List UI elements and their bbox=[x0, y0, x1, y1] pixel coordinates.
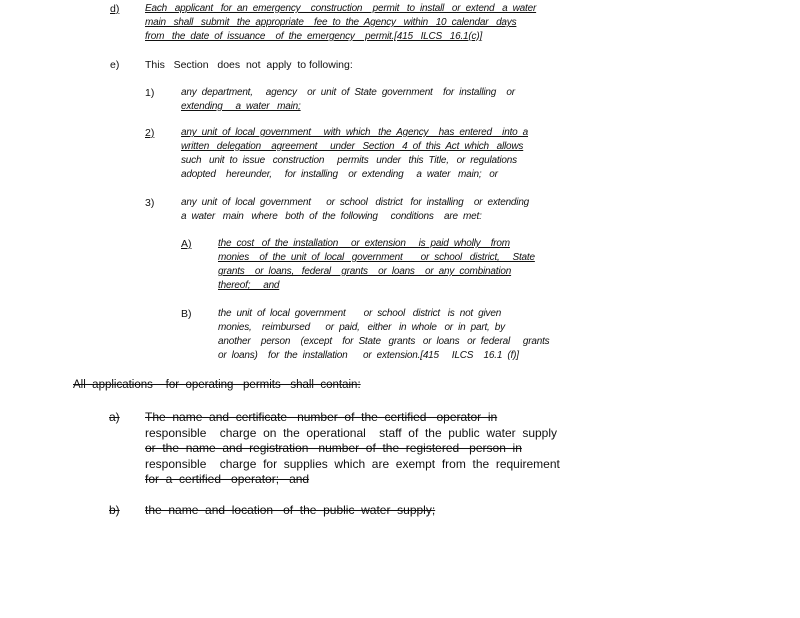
app-item-a-label: a) bbox=[109, 410, 120, 424]
sub-b-line-4: or loans) for the installation or extension.[415 ILCS 16.1 (f)] bbox=[218, 350, 519, 361]
sub-b-line-1: the unit of local government or school district is not given bbox=[218, 308, 502, 319]
section-d-line-2: main shall submit the appropriate fee to the Agency within 10 calendar days bbox=[145, 17, 517, 28]
sub-b-line-2: monies, reimbursed or paid, either in whole or in part, by bbox=[218, 322, 505, 333]
item-1-line-2: extending a water main; bbox=[181, 101, 301, 112]
sub-a-line-1: the cost of the installation or extension is paid wholly from bbox=[218, 238, 510, 249]
item-2-line-1: any unit of local government with which the Agency has entered into a bbox=[181, 127, 529, 138]
app-item-a-line-2: responsible charge on the operational staff of the public water supply bbox=[145, 426, 558, 440]
item-3-label: 3) bbox=[145, 197, 155, 209]
item-2-line-4: adopted hereunder, for installing or extending a water main; or bbox=[181, 169, 498, 180]
sub-a-label: A) bbox=[181, 238, 192, 250]
section-d-label: d) bbox=[110, 3, 120, 15]
item-2-line-3: such unit to issue construction permits under this Title, or regulations bbox=[181, 155, 517, 166]
sub-a-line-2: monies of the unit of local government or school district, State bbox=[218, 252, 535, 263]
item-1-label: 1) bbox=[145, 87, 155, 99]
section-e-label: e) bbox=[110, 59, 120, 71]
applications-heading: All applications for operating permits shall contain: bbox=[73, 379, 361, 391]
app-item-b-label: b) bbox=[109, 503, 120, 517]
section-d-line-3: from the date of issuance of the emergency permit.[415 ILCS 16.1(c)] bbox=[145, 31, 483, 42]
sub-b-line-3: another person (except for State grants or loans or federal grants bbox=[218, 336, 550, 347]
item-3-line-2: a water main where both of the following conditions are met: bbox=[181, 211, 482, 222]
item-3-line-1: any unit of local government or school district for installing or extending bbox=[181, 197, 530, 208]
app-item-a-line-1: The name and certificate number of the certified operator in bbox=[145, 410, 498, 424]
item-2-label: 2) bbox=[145, 127, 155, 139]
item-1-line-1: any department, agency or unit of State government for installing or bbox=[181, 87, 515, 98]
item-2-line-2: written delegation agreement under Section 4 of this Act which allows bbox=[181, 141, 524, 152]
section-d-line-1: Each applicant for an emergency construction permit to install or extend a water bbox=[145, 3, 537, 14]
sub-a-line-4: thereof; and bbox=[218, 280, 280, 291]
app-item-a-line-3: or the name and registration number of the registered person in bbox=[145, 441, 522, 455]
section-e-intro: This Section does not apply to following: bbox=[145, 59, 353, 71]
sub-b-label: B) bbox=[181, 308, 192, 320]
sub-a-line-3: grants or loans, federal grants or loans or any combination bbox=[218, 266, 512, 277]
app-item-a-line-5: for a certified operator; and bbox=[145, 472, 310, 486]
app-item-b-text: the name and location of the public water supply; bbox=[145, 503, 436, 517]
app-item-a-line-4: responsible charge for supplies which are exempt from the requirement bbox=[145, 457, 560, 471]
